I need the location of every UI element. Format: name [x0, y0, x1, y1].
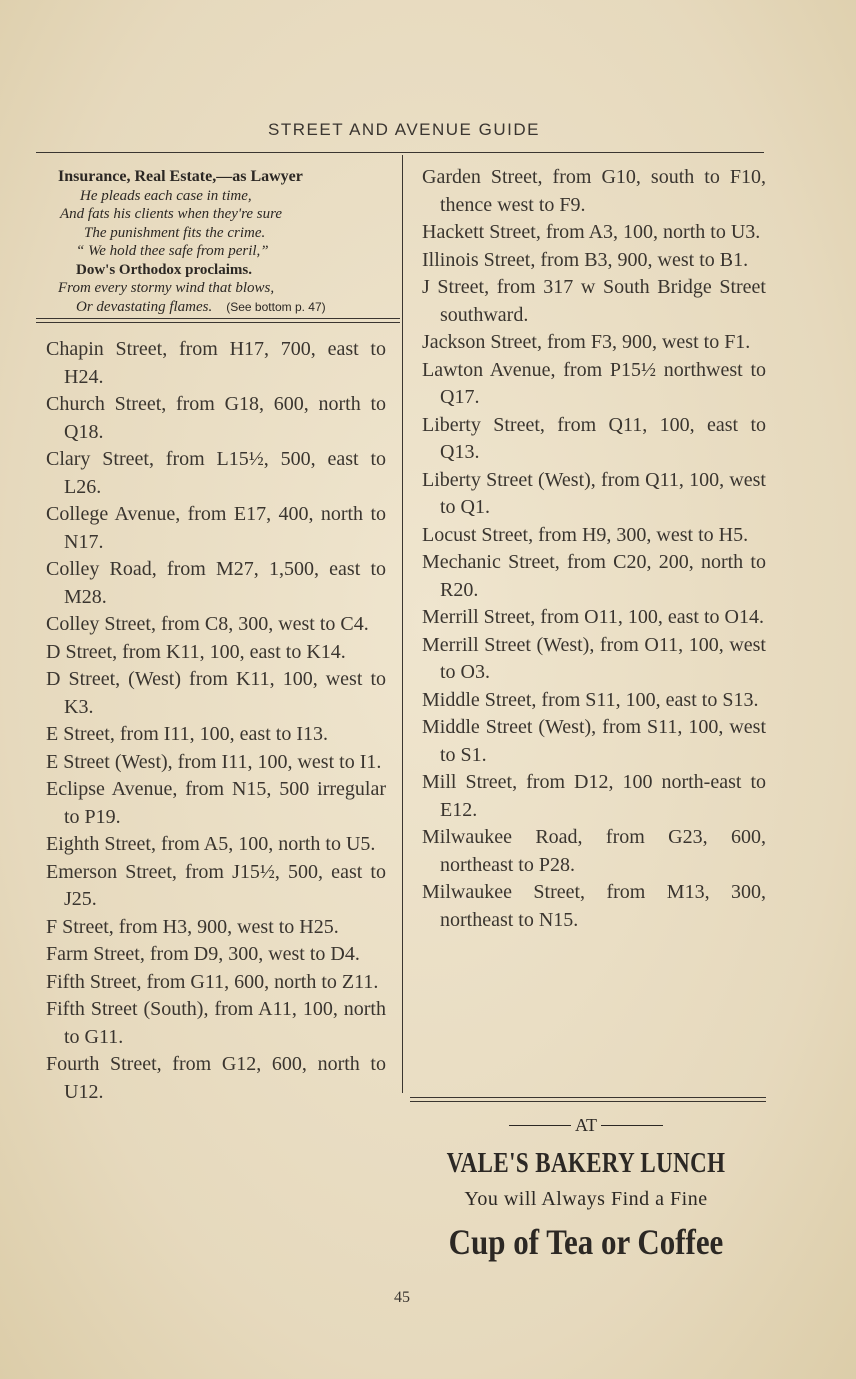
advert-page-note: (See bottom p. 47): [226, 299, 326, 314]
right-street-column: [422, 164, 766, 934]
street-entry: [422, 219, 766, 247]
street-entry-text: Liberty Street, from Q11, 100, east to Q13.: [422, 413, 766, 463]
street-entry-text: Garden Street, from G10, south to F10, thence west to F9.: [422, 166, 766, 216]
street-entry-text: Emerson Street, from J15½, 500, east to J25.: [46, 860, 386, 910]
street-entry: [422, 274, 766, 329]
street-entry-text: Farm Street, from D9, 300, west to D4.: [46, 943, 360, 965]
advert-line: Dow's Orthodox proclaims.: [76, 261, 252, 278]
street-entry-text: Colley Road, from M27, 1,500, east to M28.: [46, 558, 386, 608]
street-entry-text: Merrill Street (West), from O11, 100, west to O3.: [422, 633, 766, 683]
street-entry-text: Fifth Street (South), from A11, 100, north to G11.: [46, 998, 386, 1048]
street-entry-text: Fourth Street, from G12, 600, north to U12.: [46, 1053, 386, 1103]
advert-line: Or devastating flames.: [76, 298, 213, 315]
top-rule: [36, 152, 764, 153]
street-entry: [46, 749, 386, 777]
street-entry-text: Lawton Avenue, from P15½ northwest to Q17.: [422, 358, 766, 408]
advert-line: Insurance, Real Estate,—as Lawyer: [58, 168, 303, 185]
street-entry: [422, 164, 766, 219]
street-entry: [46, 914, 386, 942]
advert-line: And fats his clients when they're sure: [60, 206, 283, 222]
left-street-column: [46, 336, 386, 1106]
street-entry: [46, 639, 386, 667]
street-entry: [422, 824, 766, 879]
street-entry: [46, 831, 386, 859]
street-entry-text: D Street, from K11, 100, east to K14.: [46, 640, 346, 663]
advert-line: He pleads each case in time,: [80, 187, 252, 204]
street-entry-text: Church Street, from G18, 600, north to Q18.: [46, 393, 386, 443]
street-entry: [422, 769, 766, 824]
street-entry: [46, 611, 386, 639]
advert-line-last: [58, 298, 388, 317]
street-entry-text: Liberty Street (West), from Q11, 100, west to Q1.: [422, 468, 766, 518]
running-title: STREET AND AVENUE GUIDE: [268, 120, 540, 139]
street-entry: [46, 859, 386, 914]
street-entry-text: Mechanic Street, from C20, 200, north to R20.: [422, 551, 766, 601]
street-entry-text: E Street (West), from I11, 100, west to I1.: [46, 750, 382, 773]
street-entry: [422, 549, 766, 604]
street-entry: [46, 776, 386, 831]
advert-double-rule: [36, 318, 400, 323]
street-entry: [46, 391, 386, 446]
street-entry-text: Middle Street, from S11, 100, east to S13.: [422, 688, 759, 711]
insurance-advert: [58, 168, 388, 316]
street-entry: [422, 604, 766, 632]
street-entry-text: Milwaukee Road, from G23, 600, northeast to P28.: [422, 826, 766, 876]
street-entry-text: Milwaukee Street, from M13, 300, northeast to N15.: [422, 881, 766, 931]
street-entry: [422, 412, 766, 467]
street-entry-text: Eighth Street, from A5, 100, north to U5.: [46, 833, 376, 855]
street-entry: [422, 522, 766, 550]
street-entry: [46, 721, 386, 749]
street-entry: [422, 247, 766, 275]
street-entry-text: Chapin Street, from H17, 700, east to H24.: [46, 338, 386, 388]
street-entry: [46, 969, 386, 997]
street-entry: [46, 336, 386, 391]
street-entry-text: Fifth Street, from G11, 600, north to Z11.: [46, 970, 379, 993]
street-entry-text: Merrill Street, from O11, 100, east to O14.: [422, 606, 764, 628]
street-entry: [46, 996, 386, 1051]
street-entry: [422, 357, 766, 412]
advert-at-line: [406, 1112, 766, 1138]
street-entry: [422, 879, 766, 934]
street-entry-text: D Street, (West) from K11, 100, west to K3.: [46, 668, 386, 718]
advert-line: “ We hold thee safe from peril,”: [76, 243, 269, 259]
street-entry: [46, 446, 386, 501]
street-entry-text: Jackson Street, from F3, 900, west to F1.: [422, 331, 751, 353]
street-entry: [46, 501, 386, 556]
street-entry-text: E Street, from I11, 100, east to I13.: [46, 723, 328, 745]
street-entry-text: J Street, from 317 w South Bridge Street southward.: [422, 276, 766, 326]
vales-bakery-advert: [406, 1112, 766, 1264]
street-entry-text: Locust Street, from H9, 300, west to H5.: [422, 523, 749, 546]
dash-right: [601, 1125, 663, 1126]
street-entry-text: College Avenue, from E17, 400, north to N17.: [46, 503, 386, 553]
street-entry-text: Hackett Street, from A3, 100, north to U3.: [422, 221, 761, 243]
street-entry-text: Eclipse Avenue, from N15, 500 irregular to P19.: [46, 778, 386, 828]
advert-at: AT: [575, 1115, 597, 1135]
street-entry-text: Colley Street, from C8, 300, west to C4.: [46, 613, 369, 635]
street-entry: [422, 687, 766, 715]
advert-line: The punishment fits the crime.: [84, 224, 266, 241]
bakery-name: VALE'S BAKERY LUNCH: [446, 1148, 726, 1179]
right-double-rule: [410, 1097, 766, 1102]
advert-line: From every stormy wind that blows,: [58, 280, 275, 296]
street-entry-text: Middle Street (West), from S11, 100, west to S1.: [422, 716, 766, 766]
street-entry: [46, 666, 386, 721]
bakery-headline: Cup of Tea or Coffee: [448, 1222, 724, 1262]
street-entry: [422, 632, 766, 687]
street-entry-text: Mill Street, from D12, 100 north-east to E12.: [422, 771, 766, 821]
page-number: 45: [394, 1289, 410, 1306]
street-entry: [422, 467, 766, 522]
street-entry: [46, 556, 386, 611]
street-entry-text: Clary Street, from L15½, 500, east to L26.: [46, 448, 386, 498]
street-entry: [46, 1051, 386, 1106]
street-entry-text: F Street, from H3, 900, west to H25.: [46, 915, 339, 938]
street-entry: [422, 714, 766, 769]
bakery-tagline: You will Always Find a Fine: [464, 1188, 708, 1210]
dash-left: [509, 1125, 571, 1126]
street-entry: [46, 941, 386, 969]
column-divider: [402, 155, 403, 1093]
street-entry: [422, 329, 766, 357]
street-entry-text: Illinois Street, from B3, 900, west to B1.: [422, 248, 749, 271]
